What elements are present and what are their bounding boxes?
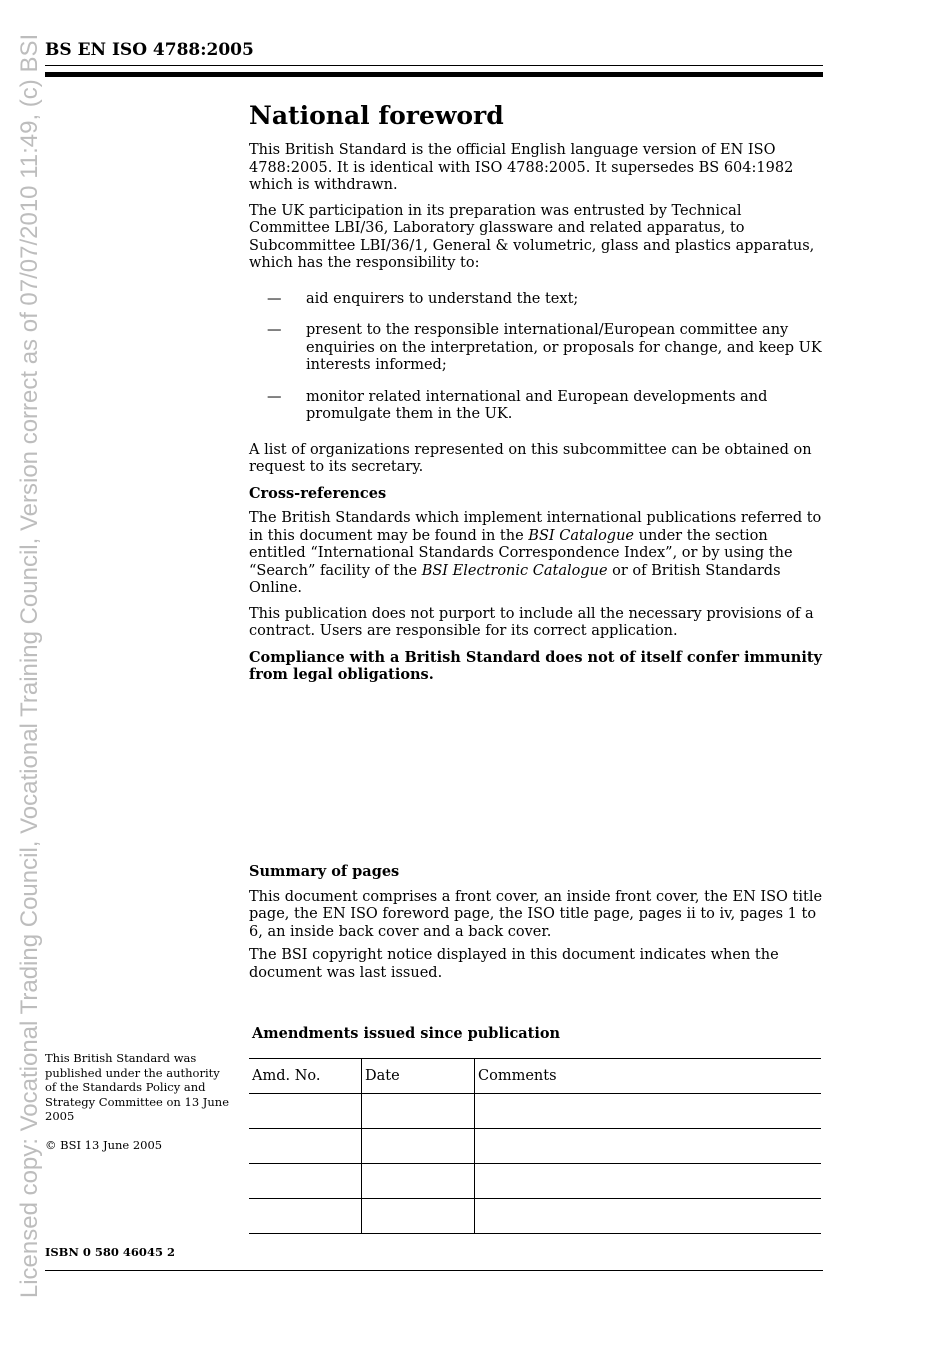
column-header-comments: Comments	[475, 1059, 822, 1094]
column-header-amd-no: Amd. No.	[249, 1059, 362, 1094]
foreword-paragraph-5: This publication does not purport to include all the necessary provisions of a contract. Users are responsible for its correct application.	[249, 605, 814, 639]
amendments-table	[249, 1058, 821, 1234]
publication-notes	[45, 1051, 230, 1166]
cross-references-heading: Cross-references	[249, 484, 387, 502]
cross-references-paragraph: The British Standards which implement international publications referred to in this document may be found in the BSI Catalogue under the section entitled “International Standards Correspondence Index”, or by using the “Search” facility of the BSI Electronic Catalogue or of British Standards Online.	[249, 510, 822, 596]
copyright-note: © BSI 13 June 2005	[45, 1137, 163, 1152]
summary-paragraph-1: This document comprises a front cover, an inside front cover, the EN ISO title page, the EN ISO foreword page, the ISO title page, pages ii to iv, pages 1 to 6, an inside back cover and a back cover.	[249, 888, 823, 940]
authority-note: This British Standard was published under the authority of the Standards Policy and Strategy Committee on 13 June 2005	[45, 1051, 230, 1123]
responsibility-list	[249, 291, 824, 424]
list-item: — aid enquirers to understand the text;	[267, 290, 579, 307]
header-rule-thick	[45, 72, 823, 77]
list-item: — monitor related international and European developments and promulgate them in the UK.	[267, 388, 768, 422]
page-title: National foreword	[249, 101, 504, 130]
foreword-paragraph-3: A list of organizations represented on this subcommittee can be obtained on request to its secretary.	[249, 441, 812, 475]
summary-heading: Summary of pages	[249, 863, 400, 880]
table-header-row	[249, 1059, 821, 1094]
table-row	[249, 1129, 821, 1164]
table-row	[249, 1094, 821, 1129]
foreword-paragraph-1: This British Standard is the official English language version of EN ISO 4788:2005. It is identical with ISO 4788:2005. It supersedes BS 604:1982 which is withdrawn.	[249, 142, 794, 193]
header-rule-thin	[45, 65, 823, 66]
document-id: BS EN ISO 4788:2005	[45, 40, 254, 60]
bsi-catalogue-title: BSI Catalogue	[528, 527, 635, 544]
dash-marker: —	[267, 290, 282, 307]
footer-rule	[45, 1270, 823, 1271]
national-foreword	[249, 100, 824, 692]
summary-of-pages	[249, 863, 824, 988]
column-header-date: Date	[362, 1059, 475, 1094]
bsi-electronic-catalogue-title: BSI Electronic Catalogue	[421, 562, 608, 579]
summary-paragraph-2: The BSI copyright notice displayed in this document indicates when the document was last issued.	[249, 947, 779, 981]
list-item: — present to the responsible international/European committee any enquiries on the interpretation, or proposals for change, and keep UK interests informed;	[267, 322, 822, 373]
dash-marker: —	[267, 322, 282, 338]
amendments-title: Amendments issued since publication	[252, 1025, 561, 1042]
isbn: ISBN 0 580 46045 2	[45, 1245, 175, 1259]
license-watermark: Licensed copy: Vocational Trading Council, Vocational Training Council, Version correct as of 07/07/2010 11:49, (c) BSI	[16, 33, 43, 1299]
table-row	[249, 1199, 821, 1234]
table-row	[249, 1164, 821, 1199]
dash-marker: —	[267, 388, 282, 405]
compliance-statement: Compliance with a British Standard does not of itself confer immunity from legal obligations.	[249, 648, 822, 683]
foreword-paragraph-2: The UK participation in its preparation was entrusted by Technical Committee LBI/36, Laboratory glassware and related apparatus, to Subcommittee LBI/36/1, General & volumetric, glass and plastics apparatus, which has the responsibility to:	[249, 202, 815, 271]
